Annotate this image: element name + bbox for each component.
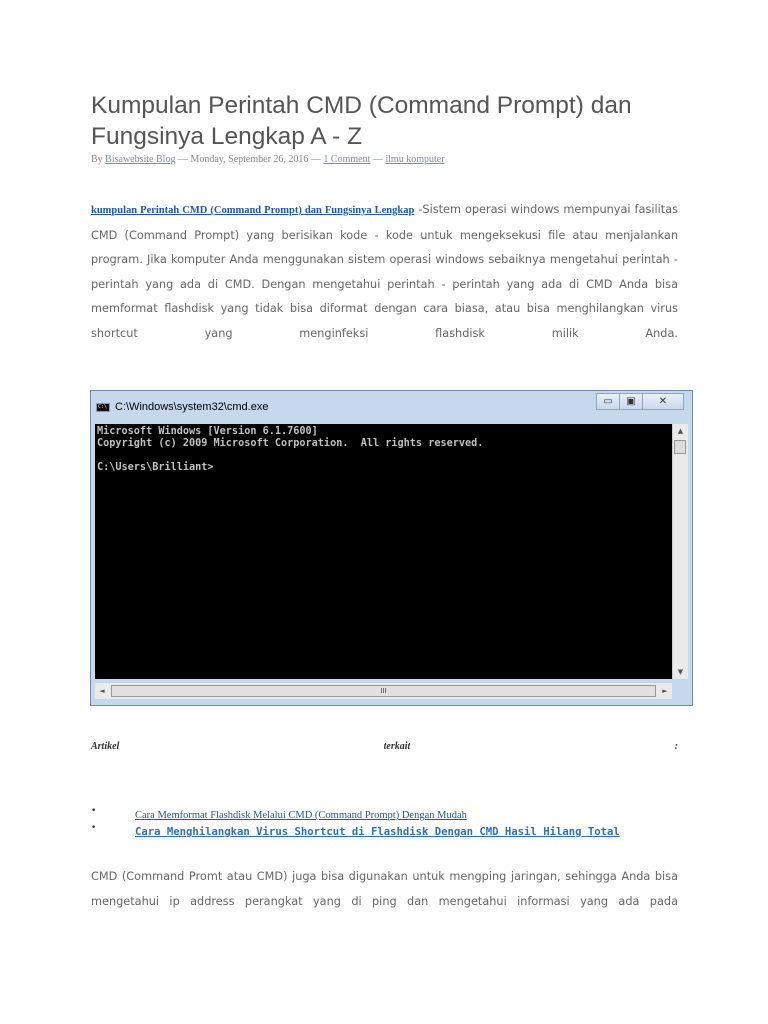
intro-paragraph [91, 198, 678, 347]
console-area [95, 424, 672, 679]
closing-paragraph: CMD (Command Promt atau CMD) juga bisa digunakan untuk mengping jaringan, sehingga Anda bisa mengetahui ip address perangkat yang di ping dan mengetahui informasi yang ada pada [91, 870, 678, 908]
vertical-scroll-thumb [674, 440, 686, 454]
scroll-right-icon: ► [662, 687, 668, 695]
meta-date: — Monday, September 26, 2016 — [177, 154, 321, 165]
vertical-scrollbar [672, 424, 688, 679]
related-colon: : [674, 741, 678, 752]
scroll-left-icon: ◄ [99, 687, 105, 695]
article-title: Kumpulan Perintah CMD (Command Prompt) dan Fungsinya Lengkap A - Z [91, 92, 632, 150]
window-controls [597, 393, 684, 411]
meta-by: By [91, 154, 103, 165]
cmd-window-title: C:\Windows\system32\cmd.exe [115, 401, 269, 413]
author-link[interactable]: Bisawebsite Blog [105, 154, 176, 165]
comments-link[interactable]: 1 Comment [323, 154, 371, 165]
scroll-up-icon: ▲ [677, 427, 684, 435]
horizontal-scrollbar [95, 683, 672, 699]
horizontal-scroll-thumb: III [111, 685, 656, 697]
bullet-icon: • [91, 823, 97, 833]
related-word-terkait: terkait [383, 741, 411, 752]
related-links-list [91, 803, 620, 837]
maximize-icon: ▣ [619, 393, 643, 410]
console-text: Microsoft Windows [Version 6.1.7600] Copyright (c) 2009 Microsoft Corporation. All rights reserved. C:\Users\Brilliant> [97, 426, 484, 473]
minimize-icon: ▭ [596, 393, 620, 410]
list-item [91, 803, 620, 820]
intro-link[interactable]: kumpulan Perintah CMD (Command Prompt) dan Fungsinya Lengkap [91, 205, 415, 216]
meta-separator: — [372, 154, 383, 165]
cmd-icon-label: C:\ [98, 404, 108, 410]
bullet-icon: • [91, 806, 97, 816]
cmd-icon [96, 403, 110, 412]
post-meta [91, 154, 445, 165]
related-heading [91, 741, 678, 752]
related-link-virus-shortcut[interactable]: Cara Menghilangkan Virus Shortcut di Flashdisk Dengan CMD Hasil Hilang Total [135, 826, 620, 838]
cmd-window-screenshot [90, 390, 693, 706]
close-icon: ✕ [642, 393, 684, 410]
category-link[interactable]: ilmu komputer [385, 154, 445, 165]
related-word-artikel: Artikel [91, 741, 120, 752]
scroll-down-icon: ▼ [677, 668, 684, 676]
list-item [91, 820, 620, 837]
cmd-titlebar [91, 391, 692, 423]
intro-text: -Sistem operasi windows mempunyai fasilitas CMD (Command Prompt) yang berisikan kode - kode untuk mengeksekusi file atau menjalankan program. Jika komputer Anda menggunakan sistem operasi windows sebaiknya mengetahui perintah - perintah yang ada di CMD. Dengan mengetahui perintah - perintah yang ada di CMD Anda bisa memformat flashdisk yang tidak bisa diformat dengan cara biasa, atau bisa menghilangkan virus shortcut yang menginfeksi flashdisk milik Anda. [91, 203, 678, 340]
related-link-format-flashdisk[interactable]: Cara Memformat Flashdisk Melalui CMD (Command Prompt) Dengan Mudah [135, 810, 467, 821]
